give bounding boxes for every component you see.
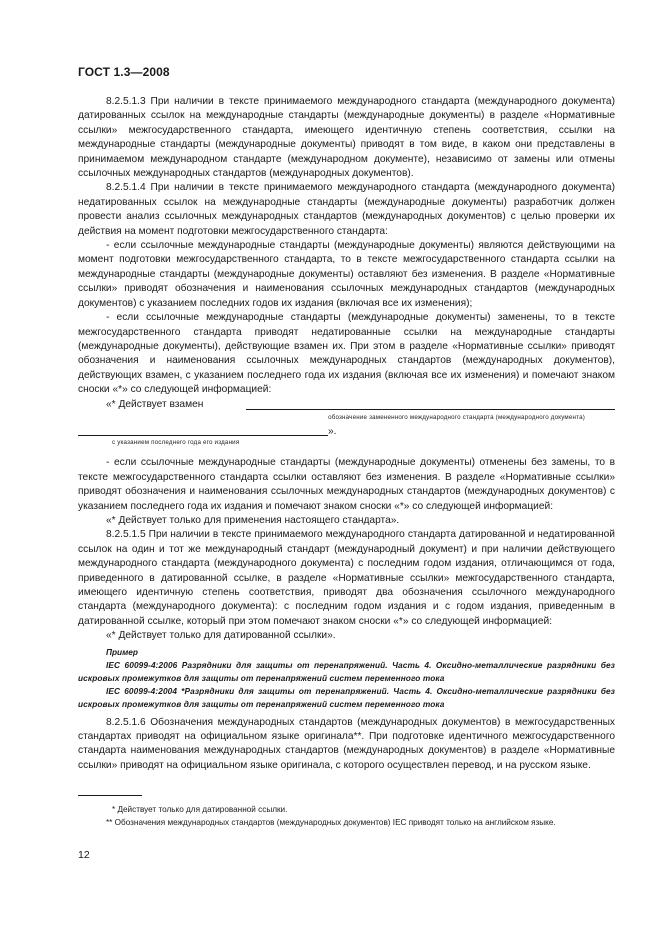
example-block [78,646,615,711]
footnotes [78,803,615,829]
paragraph-8-2-5-1-4: 8.2.5.1.4 При наличии в тексте принимаемого международного стандарта (международного документа) недатированных ссылок на международные стандарты (международные документы) разработчик должен провести анализ ссылочных международных стандартов (международных документов) с целью проверки их действия на момент подготовки межгосударственного стандарта: [78,182,615,237]
bullet-cancelled-standards: - если ссылочные международные стандарты (международные документы) отменены без замены, то в тексте межгосударственного стандарта ссылки оставляют без изменения. В разделе «Нормативные ссылки» приводят обозначения и наименования ссылочных международных стандартов (международных документов) с указанием последнего года их издания и помечают знаком сноски «*» со следующей информацией: [78,457,615,512]
example-title: Пример [106,646,138,657]
paragraph-8-2-5-1-5: 8.2.5.1.5 При наличии в тексте принимаемого международного стандарта датированной и недатированной ссылок на один и тот же международный стандарт (международный документ) и при наличии действующего международного стандарта (международного документа) с последним годом издания, отличающимся от года, приведенного в датированной ссылке, в разделе «Нормативные ссылки» межгосударственного стандарта, имеющего идентичную степень соответствия, приводят два обозначения ссылочного международного стандарта (международного документа): с последним годом издания и с годом издания, приведенным в датированной ссылке, который при этом помечают знаком сноски «*» со следующей информацией: [78,529,615,627]
bullet-active-standards: - если ссылочные международные стандарты (международные документы) являются действующими на момент подготовки межгосударственного стандарта, то в тексте межгосударственного стандарта ссылки на международные стандарты (международные документы) оставляют без изменения. В разделе «Нормативные ссылки» приводят обозначения и наименования ссылочных международных стандартов (международных документов) с указанием последних годов их издания (включая все их изменения); [78,240,615,309]
bullet-replaced-standards: - если ссылочные международные стандарты (международные документы) заменены, то в тексте межгосударственного стандарта приводят недатированные ссылки на международные стандарты (международные документы), действующие взамен их. При этом в разделе «Нормативные ссылки» приводят обозначения и наименования ссылочных международных стандартов (международных документов), действующих взамен, с указанием последнего года их издания (включая все их изменения) и помечают знаком сноски «*» со следующей информацией: [78,312,615,396]
page-number: 12 [78,849,90,861]
example-line: IEC 60099-4:2004 *Разрядники для защиты от перенапряжений. Часть 4. Оксидно-металлические разрядники без искровых промежутков для защиты от перенапряжений систем переменного тока [78,685,615,709]
caption-last-year: с указанием последнего года его издания [112,439,240,447]
fill-in-line [246,409,615,410]
example-line: IEC 60099-4:2006 Разрядники для защиты от перенапряжений. Часть 4. Оксидно-металлические разрядники без искровых промежутков для защиты от перенапряжений систем переменного тока [78,659,615,683]
quote-dated-reference: «* Действует только для датированной ссылки». [106,630,336,642]
paragraph-8-2-5-1-6: 8.2.5.1.6 Обозначения международных стандартов (международных документов) в межгосударственных стандартах приводят на официальном языке оригинала**. При подготовке идентичного межгосударственного стандарта наименования международных стандартов (международных документов) в разделе «Нормативные ссылки» приводят на официальном языке оригинала, с которого осуществлен перевод, и на русском языке. [78,716,615,771]
footnote-divider [78,795,142,796]
year-form-row [78,424,615,438]
fill-in-line [78,435,328,436]
body-text [78,95,615,773]
quote-applies-this-standard: «* Действует только для применения настоящего стандарта». [106,514,400,526]
footnote-1: * Действует только для датированной ссылки. [112,805,288,814]
replaced-form-row [78,398,615,412]
paragraph-8-2-5-1-3: 8.2.5.1.3 При наличии в тексте принимаемого международного стандарта (международного документа) датированных ссылок на международные стандарты (международные документы) в разделе «Нормативные ссылки» межгосударственного стандарта, имеющего идентичную степень соответствия, ссылки на международные стандарты (международные документы) приводят в том виде, в каком они представлены в принимаемом международном стандарте (международном документе), независимо от замены или отмены ссылочных международных стандартов (международных документов). [78,96,615,180]
caption-replaced-standard: обозначение замененного международного стандарта (международного документа) [328,413,585,421]
document-header: ГОСТ 1.3—2008 [78,65,170,79]
form-closing: ». [328,425,337,437]
replaced-label: «* Действует взамен [106,398,204,410]
footnote-2: ** Обозначения международных стандартов (международных документов) IEC приводят только на английском языке. [106,818,556,827]
